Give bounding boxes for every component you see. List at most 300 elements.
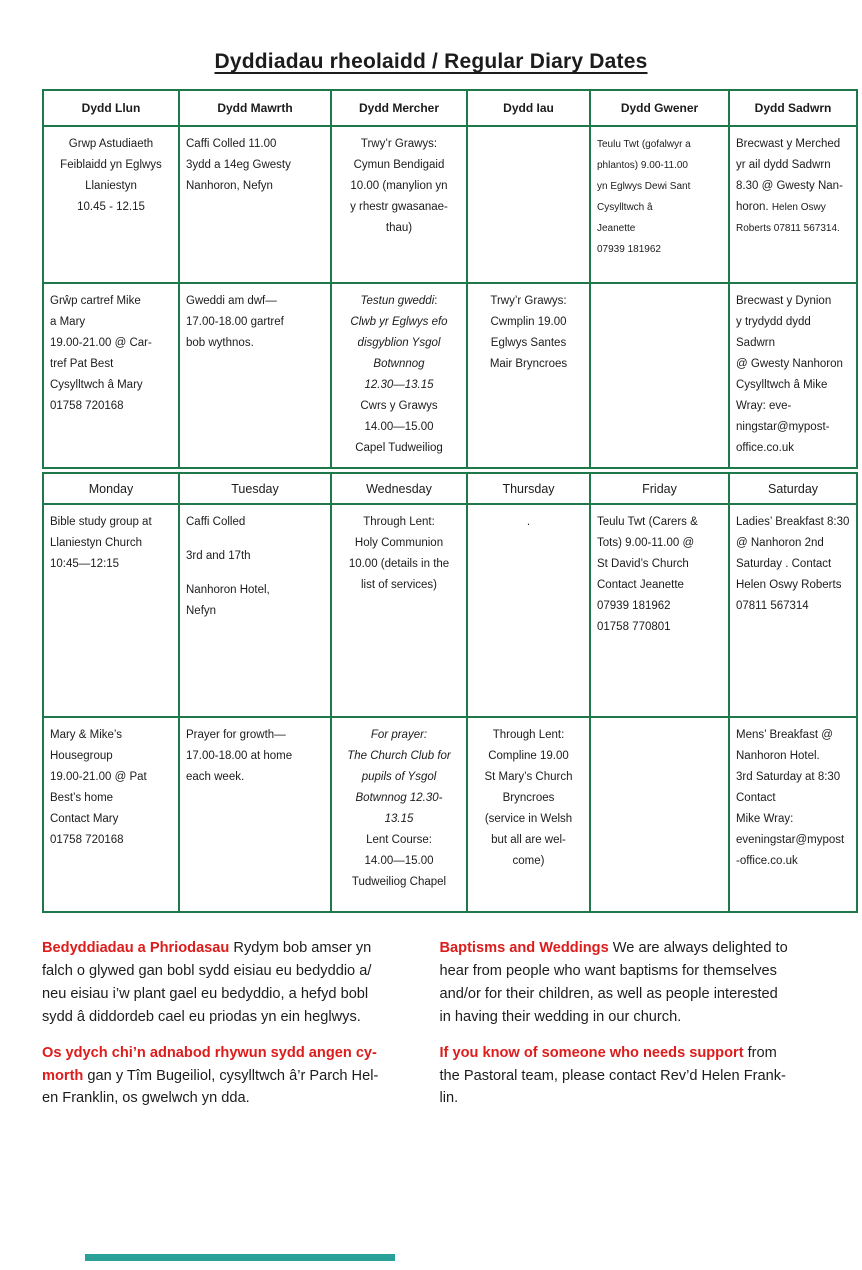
text-segment: Teulu Twt (gofalwyr a <box>597 139 691 150</box>
paragraph-line <box>440 960 821 983</box>
text-segment: Os ydych chi’n adnabod rhywun sydd angen cy- <box>42 1044 377 1061</box>
cell-line <box>50 176 172 197</box>
paragraph-line <box>440 983 821 1006</box>
cell-line <box>736 197 850 218</box>
text-segment: Bedyddiadau a Phriodasau <box>42 940 230 956</box>
table-row <box>43 717 857 912</box>
cell-line <box>186 767 324 788</box>
cell-line <box>736 218 850 239</box>
table-cell <box>467 504 590 717</box>
text-segment: disgyblion Ysgol <box>357 337 441 350</box>
cell-line <box>736 438 850 459</box>
cell-line <box>186 291 324 312</box>
cell-line <box>474 312 583 333</box>
cell-line <box>736 788 850 809</box>
cell-line <box>736 134 850 155</box>
table-cell <box>729 126 857 283</box>
cell-line <box>736 155 850 176</box>
text-segment: lin. <box>439 1090 459 1107</box>
text-segment: 10.00 (manylion yn <box>350 180 448 193</box>
table-cell <box>729 504 857 717</box>
text-segment: Roberts 07811 567314. <box>736 223 840 235</box>
text-segment: Mike Wray: <box>736 813 794 826</box>
table-cell <box>43 717 179 912</box>
paragraph-line <box>440 1065 821 1088</box>
text-segment: 17.00-18.00 at home <box>186 750 293 763</box>
cell-line <box>186 176 324 197</box>
text-segment: If you know of someone who needs support <box>439 1044 744 1061</box>
text-segment: Contact Mary <box>50 813 119 826</box>
text-segment: Gweddi am dwf— <box>186 295 277 307</box>
text-segment: Nanhoron, Nefyn <box>186 180 273 193</box>
table-row <box>43 283 857 468</box>
cell-line <box>338 396 460 417</box>
text-segment: Tudweiliog Chapel <box>351 876 447 889</box>
text-segment: Clwb yr Eglwys efo <box>350 316 448 329</box>
cell-line <box>50 725 172 746</box>
text-segment: thau) <box>385 222 413 235</box>
paragraph-line <box>440 1006 821 1029</box>
cell-line <box>597 533 722 554</box>
cell-line <box>50 312 172 333</box>
text-segment: We are always delighted to <box>608 940 788 956</box>
cell-line <box>50 396 172 417</box>
text-segment: hear from people who want baptisms for themselves <box>439 962 777 979</box>
cell-line <box>597 218 722 239</box>
cell-line <box>50 746 172 767</box>
cell-line <box>736 512 850 533</box>
cell-line <box>736 176 850 197</box>
text-segment: pupils of Ysgol <box>361 771 437 784</box>
cell-line <box>736 554 850 575</box>
text-segment: 10:45—12:15 <box>50 558 120 571</box>
text-segment: the Pastoral team, please contact Rev’d Helen Frank- <box>439 1067 786 1084</box>
text-segment: morth <box>42 1067 84 1084</box>
text-segment: Cymun Bendigaid <box>353 159 445 172</box>
text-segment: 14.00—15.00 <box>364 855 434 868</box>
cell-line <box>338 291 460 312</box>
text-segment: from <box>743 1044 777 1061</box>
cell-line <box>338 872 460 893</box>
cell-line <box>338 767 460 788</box>
footer-paragraph <box>42 937 423 1029</box>
cell-line <box>50 197 172 218</box>
text-segment: : <box>434 295 438 307</box>
cell-line <box>736 596 850 617</box>
cell-line <box>736 746 850 767</box>
text-segment: Testun gweddi <box>360 295 435 307</box>
table-row <box>43 126 857 283</box>
paragraph-line <box>42 1042 423 1065</box>
table-cell <box>590 504 729 717</box>
cell-line <box>736 354 850 375</box>
cell-line <box>50 155 172 176</box>
text-segment: Cysylltwch â Mike <box>736 379 828 392</box>
table-cell <box>179 504 331 717</box>
cell-line <box>474 830 583 851</box>
text-segment: yr ail dydd Sadwrn <box>736 159 831 172</box>
column-header: Wednesday <box>331 473 467 504</box>
table-cell <box>179 283 331 468</box>
cell-line <box>186 725 324 746</box>
text-segment: Sadwrn <box>736 337 775 350</box>
text-segment: Feiblaidd yn Eglwys <box>60 159 162 172</box>
cell-line <box>338 312 460 333</box>
paragraph-line <box>42 1006 423 1029</box>
text-segment: bob wythnos. <box>186 337 254 350</box>
table-cell <box>331 283 467 468</box>
text-segment: office.co.uk <box>736 442 794 455</box>
column-header: Friday <box>590 473 729 504</box>
cell-line <box>736 725 850 746</box>
cell-line <box>597 155 722 176</box>
cell-line <box>474 746 583 767</box>
text-segment: gan y Tîm Bugeiliol, cysylltwch â’r Parch Hel- <box>83 1067 379 1084</box>
cell-line <box>338 554 460 575</box>
table-cell <box>43 504 179 717</box>
cell-line <box>186 580 324 601</box>
table-cell <box>331 504 467 717</box>
cell-line <box>597 554 722 575</box>
text-segment: Caffi Colled 11.00 <box>186 138 277 150</box>
cell-line <box>736 809 850 830</box>
cell-line <box>50 354 172 375</box>
text-segment: Mair Bryncroes <box>489 358 568 371</box>
cell-line <box>338 512 460 533</box>
cell-line <box>50 788 172 809</box>
cell-line <box>50 830 172 851</box>
text-segment: 8.30 @ Gwesty Nan- <box>736 180 843 193</box>
column-header: Dydd Sadwrn <box>729 90 857 126</box>
cell-line <box>597 512 722 533</box>
text-segment: y rhestr gwasanae- <box>350 201 448 214</box>
table-cell <box>467 283 590 468</box>
text-segment: Prayer for growth— <box>186 729 286 741</box>
text-segment: Mary & Mike’s <box>50 729 122 741</box>
paragraph-line <box>42 983 423 1006</box>
text-segment: Housegroup <box>50 750 113 763</box>
text-segment: each week. <box>186 771 245 784</box>
cell-line <box>338 134 460 155</box>
newsletter-page <box>0 50 862 1123</box>
cell-line <box>597 575 722 596</box>
text-segment: Best’s home <box>50 792 114 805</box>
footer-paragraph <box>42 1042 423 1111</box>
table-cell <box>179 717 331 912</box>
cell-line <box>338 788 460 809</box>
text-segment: Through Lent: <box>492 729 565 741</box>
paragraph-line <box>42 937 423 960</box>
cell-line <box>338 197 460 218</box>
cell-line <box>50 554 172 575</box>
text-segment: @ Nanhoron 2nd <box>736 537 824 550</box>
cell-line <box>474 725 583 746</box>
text-segment: 13.15 <box>384 813 414 826</box>
cell-line <box>50 533 172 554</box>
paragraph-line <box>42 1065 423 1088</box>
text-segment: Bible study group at <box>50 516 152 528</box>
text-segment: Botwnnog <box>373 358 425 371</box>
text-segment: Llaniestyn Church <box>50 537 143 550</box>
text-segment: St David’s Church <box>597 558 689 571</box>
text-segment: yn Eglwys Dewi Sant <box>597 181 691 193</box>
text-segment: 07939 181962 <box>597 244 661 256</box>
text-segment: Jeanette <box>597 223 636 235</box>
text-segment: en Franklin, os gwelwch yn dda. <box>42 1090 250 1107</box>
cell-line <box>736 396 850 417</box>
text-segment: Holy Communion <box>354 537 444 550</box>
text-segment: Cwrs y Grawys <box>360 400 438 413</box>
table-row <box>43 504 857 717</box>
text-segment: Baptisms and Weddings <box>439 940 609 956</box>
cell-line <box>736 291 850 312</box>
cell-line <box>474 809 583 830</box>
text-segment: ningstar@mypost- <box>736 421 830 434</box>
text-segment: 10.45 - 12.15 <box>77 201 145 214</box>
english-header-row <box>43 473 857 504</box>
text-segment: Nanhoron Hotel, <box>186 584 270 597</box>
cell-line <box>338 851 460 872</box>
cell-line <box>597 176 722 197</box>
text-segment: 07939 181962 <box>597 600 671 613</box>
text-segment: St Mary’s Church <box>484 771 573 784</box>
cell-line <box>597 197 722 218</box>
text-segment: Eglwys Santes <box>490 337 567 350</box>
footer-right-column <box>440 937 821 1123</box>
table-cell <box>43 283 179 468</box>
text-segment: Cysylltwch â Mary <box>50 379 143 392</box>
text-segment: tref Pat Best <box>50 358 114 371</box>
text-segment: . <box>526 516 531 528</box>
text-segment: @ Gwesty Nanhoron <box>736 358 843 371</box>
cell-line <box>338 438 460 459</box>
cell-line <box>338 746 460 767</box>
table-cell <box>179 126 331 283</box>
cell-line <box>736 333 850 354</box>
text-segment: Wray: eve- <box>736 400 792 413</box>
text-segment: and/or for their children, as well as people interested <box>439 985 778 1002</box>
text-segment: Cysylltwch â <box>597 202 653 214</box>
column-header: Dydd Iau <box>467 90 590 126</box>
text-segment: 10.00 (details in the <box>348 558 450 571</box>
cell-line <box>736 851 850 872</box>
text-segment: come) <box>512 855 545 868</box>
text-segment: 17.00-18.00 gartref <box>186 316 284 329</box>
cell-line <box>474 767 583 788</box>
text-segment: Contact <box>736 792 776 805</box>
text-segment: phlantos) 9.00-11.00 <box>597 160 688 172</box>
column-header: Thursday <box>467 473 590 504</box>
cell-line <box>474 512 583 533</box>
cell-line <box>50 809 172 830</box>
text-segment: 19.00-21.00 @ Car- <box>50 337 152 350</box>
table-cell <box>590 126 729 283</box>
text-segment: Tots) 9.00-11.00 @ <box>597 537 695 550</box>
text-segment: 19.00-21.00 @ Pat <box>50 771 147 784</box>
paragraph-line <box>440 937 821 960</box>
column-header: Dydd Llun <box>43 90 179 126</box>
footer-paragraph <box>440 937 821 1029</box>
text-segment: a Mary <box>50 316 86 329</box>
paragraph-line <box>42 1087 423 1110</box>
cell-line <box>736 312 850 333</box>
table-cell <box>590 283 729 468</box>
table-cell <box>331 126 467 283</box>
diary-table-english <box>42 472 858 913</box>
column-header: Dydd Gwener <box>590 90 729 126</box>
cell-line <box>186 134 324 155</box>
cell-line <box>50 134 172 155</box>
cell-line <box>597 596 722 617</box>
cell-line <box>186 746 324 767</box>
cell-line <box>338 725 460 746</box>
cell-line <box>736 830 850 851</box>
cell-line <box>50 375 172 396</box>
cell-line <box>474 788 583 809</box>
text-segment: (service in Welsh <box>484 813 573 826</box>
text-segment: 3rd and 17th <box>186 550 251 563</box>
text-segment: Rydym bob amser yn <box>229 940 372 956</box>
text-segment: 3ydd a 14eg Gwesty <box>186 159 291 172</box>
text-segment: Caffi Colled <box>186 516 246 528</box>
cell-line <box>338 218 460 239</box>
text-segment: Saturday . Contact <box>736 558 832 571</box>
text-segment: 01758 770801 <box>597 621 671 634</box>
text-segment: sydd â diddordeb cael eu priodas yn ein heglwys. <box>42 1008 361 1025</box>
text-segment: Botwnnog 12.30- <box>355 792 443 805</box>
cell-line <box>50 512 172 533</box>
cell-line <box>186 512 324 533</box>
text-segment: neu eisiau i’w plant gael eu bedyddio, a hefyd bobl <box>42 985 369 1002</box>
paragraph-line <box>440 1087 821 1110</box>
text-segment: Lent Course: <box>366 834 432 847</box>
cell-line <box>597 239 722 260</box>
cell-line <box>50 333 172 354</box>
welsh-header-row <box>43 90 857 126</box>
table-cell <box>729 717 857 912</box>
text-segment: -office.co.uk <box>736 855 798 868</box>
text-segment: Teulu Twt (Carers & <box>597 516 698 528</box>
diary-table-welsh <box>42 89 858 469</box>
cell-line <box>736 375 850 396</box>
text-segment: Cwmplin 19.00 <box>490 316 567 329</box>
text-segment: Grwp Astudiaeth <box>68 138 154 150</box>
text-segment: Trwy’r Grawys: <box>360 138 438 150</box>
text-segment: Brecwast y Merched <box>736 138 841 150</box>
table-cell <box>467 126 590 283</box>
cell-line <box>474 354 583 375</box>
text-segment: list of services) <box>360 579 438 592</box>
column-header: Dydd Mercher <box>331 90 467 126</box>
text-segment: Contact Jeanette <box>597 579 684 592</box>
text-segment: eveningstar@mypost <box>736 834 845 847</box>
text-segment: 12.30—13.15 <box>364 379 434 392</box>
cell-line <box>736 533 850 554</box>
cell-line <box>186 155 324 176</box>
text-segment: Bryncroes <box>502 792 555 805</box>
cell-line <box>338 830 460 851</box>
cell-line <box>736 767 850 788</box>
cell-line <box>338 333 460 354</box>
text-segment: The Church Club for <box>347 750 451 763</box>
cell-line <box>338 417 460 438</box>
cell-line <box>50 767 172 788</box>
text-segment: falch o glywed gan bobl sydd eisiau eu bedyddio a/ <box>42 962 372 979</box>
text-segment: Grŵp cartref Mike <box>50 295 141 307</box>
cell-line <box>338 155 460 176</box>
text-segment: Helen Oswy <box>771 202 826 214</box>
text-segment: Nanhoron Hotel. <box>736 750 820 763</box>
bottom-accent-bar <box>85 1254 395 1261</box>
cell-line <box>597 134 722 155</box>
text-segment: Ladies’ Breakfast 8:30 <box>736 516 850 528</box>
cell-line <box>338 809 460 830</box>
table-cell <box>467 717 590 912</box>
cell-line <box>736 417 850 438</box>
cell-line <box>474 291 583 312</box>
text-segment: For prayer: <box>370 729 428 741</box>
page-title: Dyddiadau rheolaidd / Regular Diary Dates <box>214 50 648 73</box>
text-segment: 07811 567314 <box>736 600 809 613</box>
cell-line <box>474 333 583 354</box>
text-segment: horon. <box>736 201 772 214</box>
table-cell <box>331 717 467 912</box>
text-segment: y trydydd dydd <box>736 316 811 329</box>
cell-line <box>186 601 324 622</box>
column-header: Tuesday <box>179 473 331 504</box>
cell-line <box>597 617 722 638</box>
cell-line <box>338 375 460 396</box>
text-segment: Mens’ Breakfast @ <box>736 729 833 741</box>
text-segment: Llaniestyn <box>85 180 137 193</box>
table-cell <box>590 717 729 912</box>
column-header: Monday <box>43 473 179 504</box>
text-segment: 01758 720168 <box>50 834 124 847</box>
text-segment: Compline 19.00 <box>488 750 569 763</box>
paragraph-line <box>42 960 423 983</box>
column-header: Dydd Mawrth <box>179 90 331 126</box>
text-segment: Nefyn <box>186 605 217 618</box>
table-cell <box>729 283 857 468</box>
cell-line <box>186 333 324 354</box>
text-segment: Through Lent: <box>363 516 435 528</box>
text-segment: Helen Oswy Roberts <box>736 579 842 592</box>
cell-line <box>186 312 324 333</box>
footer-notes <box>42 937 820 1123</box>
column-header: Saturday <box>729 473 857 504</box>
footer-paragraph <box>440 1042 821 1111</box>
text-segment: in having their wedding in our church. <box>439 1008 682 1025</box>
text-segment: Capel Tudweiliog <box>355 442 443 455</box>
text-segment: Trwy’r Grawys: <box>490 295 567 307</box>
text-segment: 14.00—15.00 <box>364 421 434 434</box>
cell-line <box>186 546 324 567</box>
cell-line <box>736 575 850 596</box>
cell-line <box>50 291 172 312</box>
cell-line <box>338 533 460 554</box>
footer-left-column <box>42 937 423 1123</box>
text-segment: Brecwast y Dynion <box>736 295 832 307</box>
text-segment: 01758 720168 <box>50 400 124 413</box>
text-segment: but all are wel- <box>491 834 566 847</box>
text-segment: 3rd Saturday at 8:30 <box>736 771 841 784</box>
cell-line <box>338 575 460 596</box>
paragraph-line <box>440 1042 821 1065</box>
cell-line <box>338 354 460 375</box>
cell-line <box>338 176 460 197</box>
table-cell <box>43 126 179 283</box>
cell-line <box>474 851 583 872</box>
